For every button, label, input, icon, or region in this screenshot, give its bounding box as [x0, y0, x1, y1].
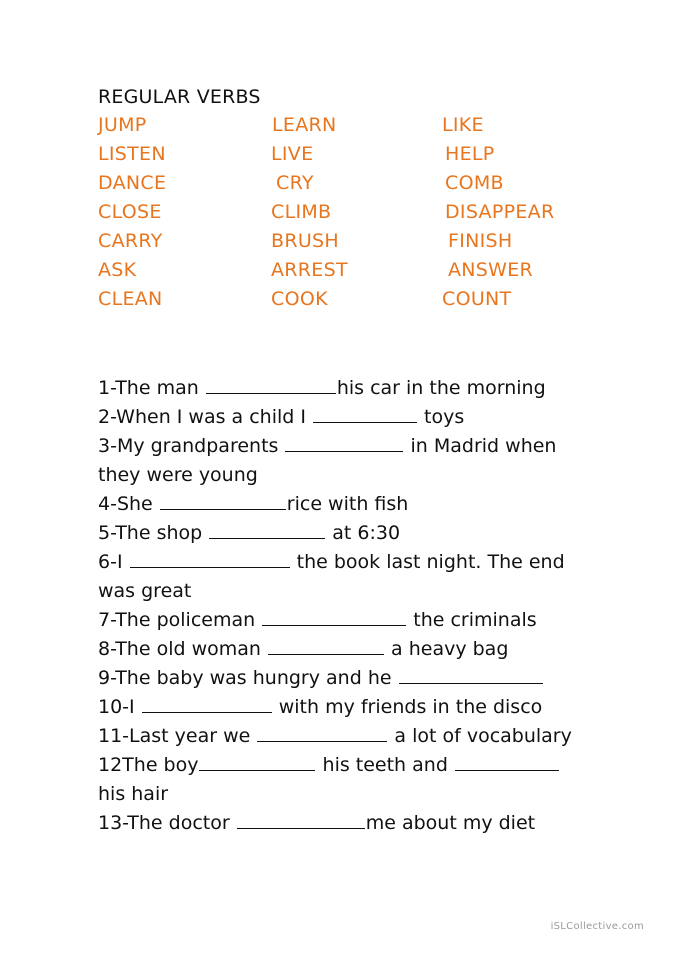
verb-row [0, 288, 686, 317]
verb-row [0, 230, 686, 259]
exercise-text: his hair [98, 783, 169, 805]
answer-blank[interactable] [285, 433, 403, 452]
exercise-line [98, 635, 658, 664]
verb-item: DANCE [98, 172, 167, 194]
verb-item: CLOSE [98, 201, 162, 223]
answer-blank[interactable] [257, 723, 387, 742]
verb-row [0, 172, 686, 201]
verb-list [0, 114, 686, 317]
exercise-line [98, 664, 658, 693]
exercise-text: rice with fish [286, 493, 409, 515]
verb-item: CRY [276, 172, 314, 194]
exercise-text: 9-The baby was hungry and he [98, 667, 398, 689]
exercise-line [98, 809, 658, 838]
answer-blank[interactable] [262, 607, 406, 626]
exercise-text: his car in the morning [336, 377, 546, 399]
exercise-text: 13-The doctor [98, 812, 236, 834]
answer-blank[interactable] [237, 810, 365, 829]
verb-row [0, 201, 686, 230]
verb-item: ANSWER [448, 259, 534, 281]
verb-item: BRUSH [271, 230, 339, 252]
exercise-text: 11-Last year we [98, 725, 257, 747]
answer-blank[interactable] [209, 520, 325, 539]
exercise-text: toys [418, 406, 465, 428]
verb-item: LISTEN [98, 143, 166, 165]
exercise-line [98, 490, 658, 519]
verb-item: ARREST [271, 259, 348, 281]
verb-item: JUMP [98, 114, 147, 136]
verb-item: CLIMB [271, 201, 332, 223]
verb-item: ASK [98, 259, 137, 281]
verb-item: COOK [271, 288, 328, 310]
answer-blank[interactable] [313, 404, 417, 423]
exercise-text: in Madrid when [404, 435, 557, 457]
answer-blank[interactable] [455, 752, 559, 771]
exercise-text: 2-When I was a child I [98, 406, 313, 428]
exercise-text: 10-I [98, 696, 141, 718]
answer-blank[interactable] [268, 636, 384, 655]
exercise-text: at 6:30 [326, 522, 401, 544]
verb-item: CLEAN [98, 288, 163, 310]
answer-blank[interactable] [199, 752, 315, 771]
answer-blank[interactable] [130, 549, 290, 568]
exercise-text: me about my diet [365, 812, 536, 834]
verb-item: LEARN [272, 114, 337, 136]
exercise-text: the criminals [407, 609, 537, 631]
verb-item: CARRY [98, 230, 163, 252]
exercise-line [98, 403, 658, 432]
exercise-text: 12The boy [98, 754, 199, 776]
exercise-text: 7-The policeman [98, 609, 262, 631]
exercise-line [98, 374, 658, 403]
verb-item: COUNT [442, 288, 512, 310]
answer-blank[interactable] [142, 694, 272, 713]
exercise-line [98, 519, 658, 548]
answer-blank[interactable] [160, 491, 286, 510]
exercise-line [98, 693, 658, 722]
verb-item: LIVE [271, 143, 314, 165]
exercise-line [98, 432, 658, 461]
verb-item: LIKE [442, 114, 484, 136]
verb-item: FINISH [448, 230, 513, 252]
exercise-line [98, 751, 658, 780]
verb-item: DISAPPEAR [445, 201, 555, 223]
exercise-text: they were young [98, 464, 258, 486]
exercise-line [98, 606, 658, 635]
verb-row [0, 259, 686, 288]
exercise-text: 3-My grandparents [98, 435, 285, 457]
exercise-text: 4-She [98, 493, 159, 515]
verb-item: COMB [445, 172, 504, 194]
exercise-text: 8-The old woman [98, 638, 267, 660]
exercise-text: 6-I [98, 551, 129, 573]
worksheet-heading: REGULAR VERBS [98, 86, 261, 108]
answer-blank[interactable] [206, 375, 336, 394]
exercise-line [98, 780, 658, 809]
exercise-line [98, 461, 658, 490]
exercise-text: a lot of vocabulary [388, 725, 572, 747]
exercise-line [98, 722, 658, 751]
answer-blank[interactable] [399, 665, 543, 684]
exercise-text: with my friends in the disco [272, 696, 543, 718]
exercise-text: the book last night. The end [290, 551, 565, 573]
exercise-text: was great [98, 580, 192, 602]
exercise-text: his teeth and [316, 754, 454, 776]
exercise-text: 1-The man [98, 377, 205, 399]
exercise-text: a heavy bag [384, 638, 509, 660]
verb-row [0, 143, 686, 172]
exercise-list [98, 374, 658, 838]
verb-row [0, 114, 686, 143]
watermark: iSLCollective.com [550, 921, 644, 932]
exercise-line [98, 548, 658, 577]
verb-item: HELP [445, 143, 495, 165]
exercise-line [98, 577, 658, 606]
exercise-text: 5-The shop [98, 522, 209, 544]
